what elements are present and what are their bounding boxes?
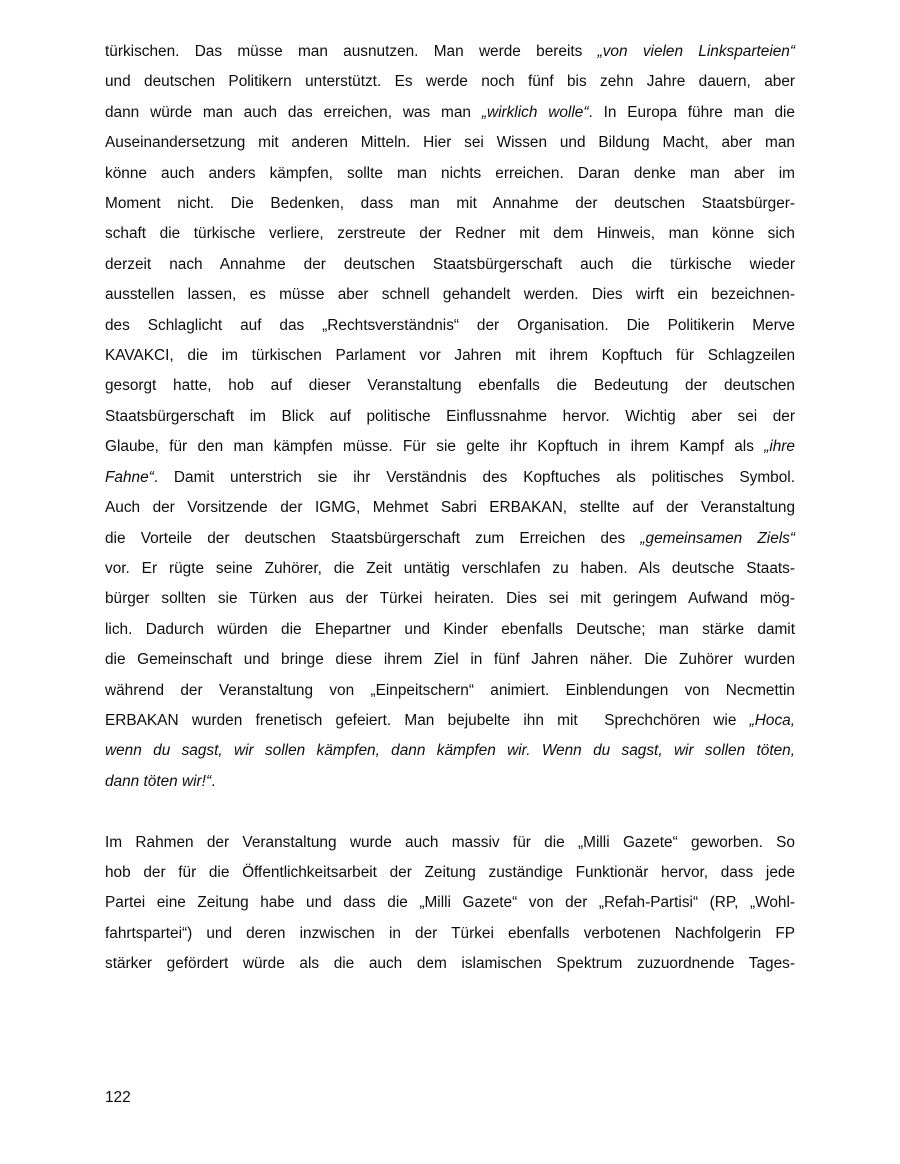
body-text: bürger sollten sie Türken aus der Türkei heiraten. Dies sei mit geringem Aufwand mög- xyxy=(105,590,795,608)
text-line xyxy=(105,463,795,493)
text-line xyxy=(105,280,795,310)
body-text: stärker gefördert würde als die auch dem islamischen Spektrum zuzuordnende Tages- xyxy=(105,955,795,973)
text-line xyxy=(105,949,795,979)
italic-quote-text: „ihre xyxy=(764,438,795,456)
text-line xyxy=(105,584,795,614)
body-text: . Damit unterstrich sie ihr Verständnis des Kopftuches als politisches Symbol. xyxy=(153,468,795,486)
italic-quote-text: „Hoca, xyxy=(749,711,795,729)
text-line xyxy=(105,250,795,280)
italic-quote-text: dann töten wir!“ xyxy=(105,772,212,790)
italic-quote-text: „von vielen Linksparteien“ xyxy=(597,43,795,60)
body-text: ERBAKAN wurden frenetisch gefeiert. Man bejubelte ihn mit Sprechchören wie xyxy=(105,711,750,729)
text-line xyxy=(105,858,795,888)
italic-quote-text: Fahne“ xyxy=(105,468,154,486)
text-line xyxy=(105,524,795,554)
paragraph xyxy=(105,828,795,980)
body-text: während der Veranstaltung von „Einpeitschern“ animiert. Einblendungen von Necmettin xyxy=(105,681,795,699)
paragraph xyxy=(105,37,795,797)
page-number: 122 xyxy=(105,1089,131,1106)
body-text: die Gemeinschaft und bringe diese ihrem Ziel in fünf Jahren näher. Die Zuhörer wurden xyxy=(105,651,795,669)
text-line xyxy=(105,402,795,432)
body-text: hob der für die Öffentlichkeitsarbeit der Zeitung zuständige Funktionär hervor, dass jede xyxy=(105,863,795,881)
text-line xyxy=(105,493,795,523)
body-text: Glaube, für den man kämpfen müsse. Für sie gelte ihr Kopftuch in ihrem Kampf als xyxy=(105,438,765,456)
text-line xyxy=(105,159,795,189)
text-line xyxy=(105,67,795,97)
body-text: Auch der Vorsitzende der IGMG, Mehmet Sabri ERBAKAN, stellte auf der Veranstaltung xyxy=(105,499,795,517)
text-line xyxy=(105,767,795,797)
body-text: ausstellen lassen, es müsse aber schnell gehandelt werden. Dies wirft ein bezeichnen- xyxy=(105,286,795,304)
body-text: derzeit nach Annahme der deutschen Staatsbürgerschaft auch die türkische wieder xyxy=(105,255,795,273)
text-line xyxy=(105,432,795,462)
text-line xyxy=(105,341,795,371)
body-text: fahrtspartei“) und deren inzwischen in der Türkei ebenfalls verbotenen Nachfolgerin FP xyxy=(105,924,795,942)
text-line xyxy=(105,219,795,249)
body-text: Moment nicht. Die Bedenken, dass man mit Annahme der deutschen Staatsbürger- xyxy=(105,195,795,213)
body-text: und deutschen Politikern unterstützt. Es werde noch fünf bis zehn Jahre dauern, aber xyxy=(105,73,795,91)
body-text: lich. Dadurch würden die Ehepartner und Kinder ebenfalls Deutsche; man stärke damit xyxy=(105,620,795,638)
text-line xyxy=(105,371,795,401)
text-line xyxy=(105,98,795,128)
italic-quote-text: wenn du sagst, wir sollen kämpfen, dann kämpfen wir. Wenn du sagst, wir sollen töten, xyxy=(105,742,795,760)
body-text: dann würde man auch das erreichen, was man xyxy=(105,103,482,121)
text-line xyxy=(105,128,795,158)
italic-quote-text: „wirklich wolle“ xyxy=(481,103,589,121)
text-line xyxy=(105,645,795,675)
body-text: schaft die türkische verliere, zerstreute der Redner mit dem Hinweis, man könne sich xyxy=(105,225,795,243)
text-line xyxy=(105,888,795,918)
text-line xyxy=(105,37,795,67)
body-text: Partei eine Zeitung habe und dass die „Milli Gazete“ von der „Refah-Partisi“ (RP, „Wohl- xyxy=(105,894,795,912)
text-line xyxy=(105,676,795,706)
body-text: Staatsbürgerschaft im Blick auf politische Einflussnahme hervor. Wichtig aber sei der xyxy=(105,407,795,425)
body-text: KAVAKCI, die im türkischen Parlament vor Jahren mit ihrem Kopftuch für Schlagzeilen xyxy=(105,347,795,365)
body-text: Im Rahmen der Veranstaltung wurde auch massiv für die „Milli Gazete“ geworben. So xyxy=(105,833,795,851)
text-line xyxy=(105,706,795,736)
text-line xyxy=(105,736,795,766)
body-text: türkischen. Das müsse man ausnutzen. Man werde bereits xyxy=(105,43,598,60)
body-text: des Schlaglicht auf das „Rechtsverständnis“ der Organisation. Die Politikerin Merve xyxy=(105,316,795,334)
body-text: könne auch anders kämpfen, sollte man nichts erreichen. Daran denke man aber im xyxy=(105,164,795,182)
text-line xyxy=(105,554,795,584)
body-text: gesorgt hatte, hob auf dieser Veranstaltung ebenfalls die Bedeutung der deutschen xyxy=(105,377,795,395)
body-text: . xyxy=(211,772,216,790)
page-text xyxy=(105,37,795,980)
text-line xyxy=(105,189,795,219)
body-text: Auseinandersetzung mit anderen Mitteln. Hier sei Wissen und Bildung Macht, aber man xyxy=(105,134,795,152)
body-text: . In Europa führe man die xyxy=(588,103,795,121)
italic-quote-text: „gemeinsamen Ziels“ xyxy=(640,529,795,547)
text-line xyxy=(105,919,795,949)
body-text: vor. Er rügte seine Zuhörer, die Zeit untätig verschlafen zu haben. Als deutsche Staats- xyxy=(105,559,795,577)
text-line xyxy=(105,615,795,645)
text-line xyxy=(105,311,795,341)
body-text: die Vorteile der deutschen Staatsbürgerschaft zum Erreichen des xyxy=(105,529,641,547)
text-line xyxy=(105,828,795,858)
